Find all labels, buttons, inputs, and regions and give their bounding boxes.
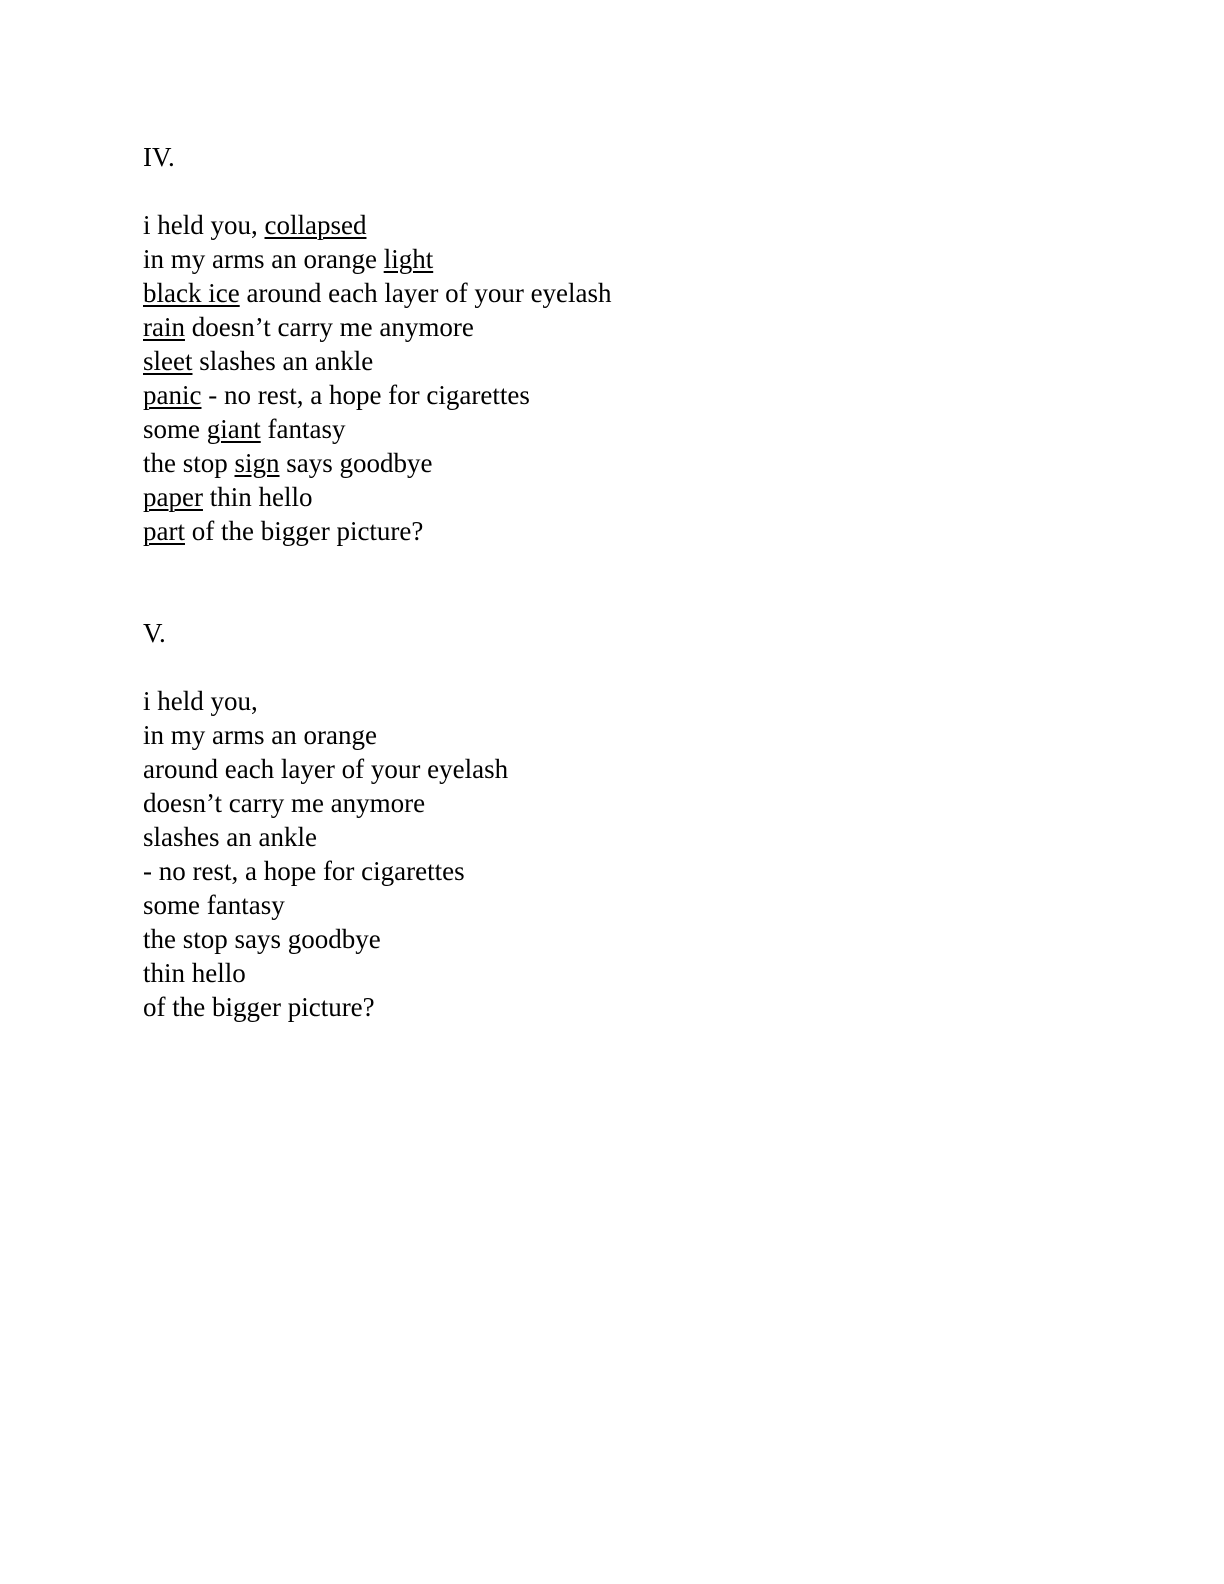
- line-text: around each layer of your eyelash: [239, 278, 612, 308]
- line-text: the stop: [143, 448, 235, 478]
- poem-line: [143, 412, 1103, 446]
- section-heading-v: V.: [143, 618, 166, 648]
- line-text: - no rest, a hope for cigarettes: [201, 380, 530, 410]
- underlined-word: paper: [143, 482, 203, 512]
- document-page: [143, 140, 1103, 1024]
- poem-line: some fantasy: [143, 890, 285, 920]
- underlined-word: rain: [143, 312, 185, 342]
- line-text: i held you,: [143, 210, 265, 240]
- section-heading-iv: IV.: [143, 142, 175, 172]
- poem-line: [143, 242, 1103, 276]
- poem-line: thin hello: [143, 958, 246, 988]
- poem-line: slashes an ankle: [143, 822, 317, 852]
- poem-line: doesn’t carry me anymore: [143, 788, 426, 818]
- line-text: some: [143, 414, 207, 444]
- underlined-word: light: [383, 244, 434, 274]
- poem-line: [143, 378, 1103, 412]
- poem-line: [143, 310, 1103, 344]
- stanza-iv: [143, 208, 1103, 548]
- underlined-word: collapsed: [264, 210, 367, 240]
- underlined-word: giant: [206, 414, 261, 444]
- poem-line: in my arms an orange: [143, 720, 377, 750]
- poem-line: i held you,: [143, 686, 258, 716]
- line-text: in my arms an orange: [143, 244, 384, 274]
- poem-line: of the bigger picture?: [143, 992, 375, 1022]
- underlined-word: sign: [234, 448, 280, 478]
- underlined-word: panic: [143, 380, 202, 410]
- underlined-word: part: [143, 516, 185, 546]
- poem-line: [143, 480, 1103, 514]
- underlined-word: sleet: [143, 346, 193, 376]
- poem-line: - no rest, a hope for cigarettes: [143, 856, 465, 886]
- line-text: fantasy: [260, 414, 346, 444]
- poem-line: [143, 344, 1103, 378]
- poem-line: [143, 208, 1103, 242]
- poem-line: around each layer of your eyelash: [143, 754, 509, 784]
- poem-line: the stop says goodbye: [143, 924, 381, 954]
- line-text: doesn’t carry me anymore: [184, 312, 474, 342]
- line-text: says goodbye: [279, 448, 433, 478]
- poem-line: [143, 514, 1103, 548]
- poem-line: [143, 446, 1103, 480]
- poem-line: [143, 276, 1103, 310]
- line-text: of the bigger picture?: [184, 516, 424, 546]
- underlined-word: black ice: [143, 278, 240, 308]
- line-text: slashes an ankle: [192, 346, 374, 376]
- line-text: thin hello: [202, 482, 313, 512]
- stanza-v: [143, 684, 1103, 1024]
